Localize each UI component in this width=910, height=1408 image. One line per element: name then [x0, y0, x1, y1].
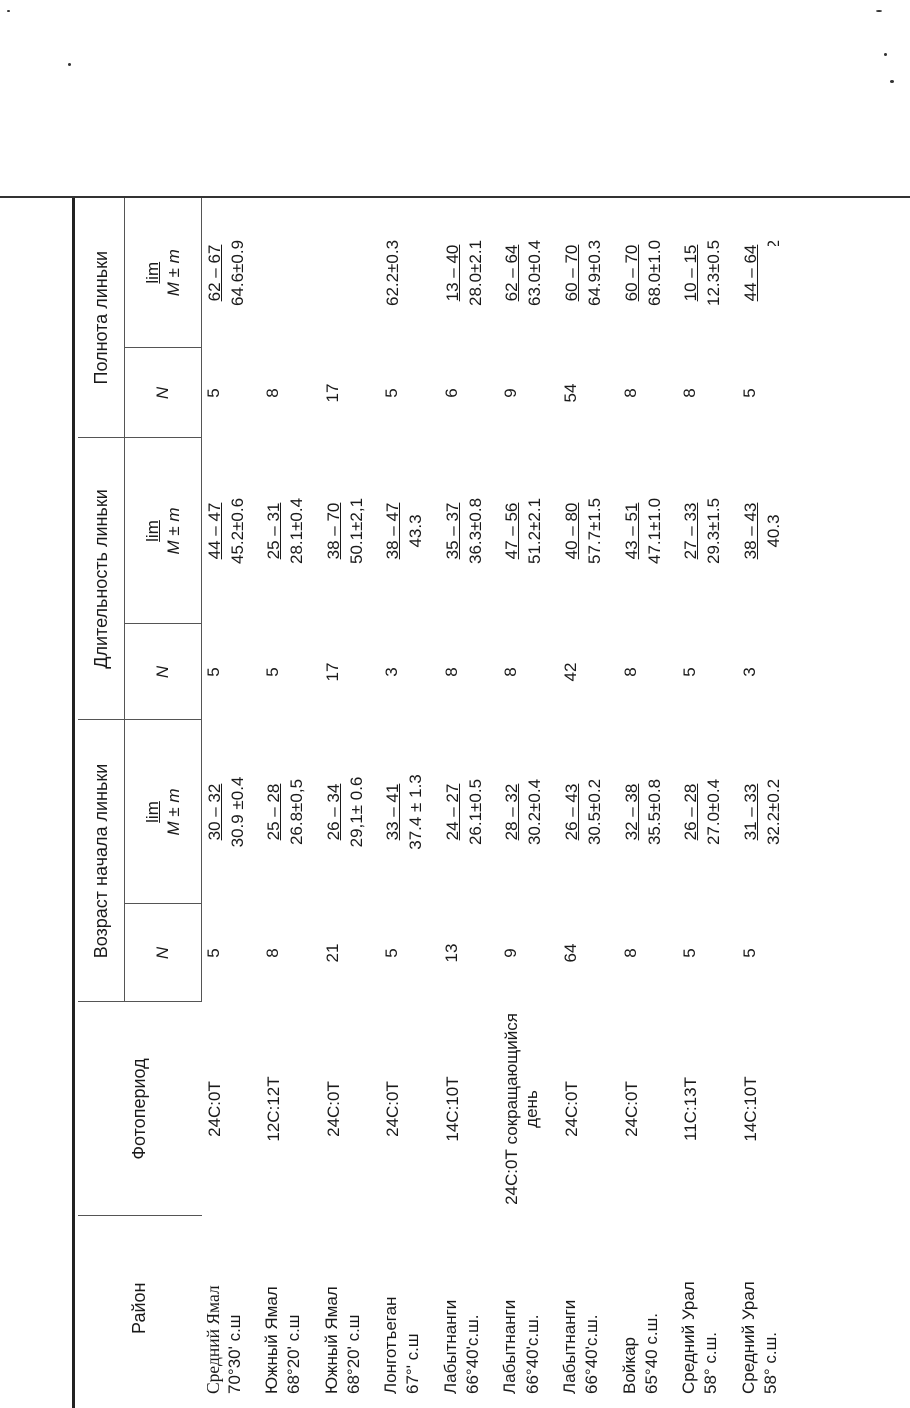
- age-lim: 26 – 43: [562, 783, 582, 841]
- completeness-value-cell: [499, 198, 559, 348]
- header-rayon: Район: [129, 1282, 150, 1334]
- age-value-cell: [678, 720, 738, 904]
- duration-value-cell: [202, 438, 262, 624]
- completeness-lim: 44 – 64: [740, 244, 760, 302]
- age-lim: 28 – 32: [502, 783, 522, 841]
- age-value-cell: [440, 720, 500, 904]
- scan-speck: [68, 63, 71, 66]
- table-row: [678, 198, 738, 1400]
- duration-lim: 35 – 37: [442, 502, 462, 560]
- header-photoperiod: Фотопериод: [78, 1002, 202, 1216]
- header-mm: M ± m: [164, 249, 183, 297]
- age-mean: 37.4 ± 1.3: [406, 774, 426, 850]
- age-n-cell: 9: [501, 948, 521, 958]
- duration-value-cell: [440, 438, 500, 624]
- completeness-n-cell: 9: [501, 388, 521, 398]
- completeness-mean: 28.0±2.1: [465, 239, 485, 307]
- region-latitude: 65°40 с.ш.: [641, 1313, 661, 1394]
- photoperiod-cell: 24С:0Т: [621, 1081, 641, 1137]
- duration-n-cell: 5: [680, 667, 700, 677]
- age-mean: 26.8±0,5: [287, 778, 307, 846]
- completeness-mean: 68.0±1.0: [644, 239, 664, 307]
- header-completeness: Полнота линьки: [78, 198, 125, 438]
- completeness-lim: 62 – 64: [502, 244, 522, 302]
- age-n-cell: 13: [441, 943, 461, 963]
- duration-lim: 38 – 70: [323, 502, 343, 560]
- age-n-cell: 5: [204, 948, 223, 958]
- region-cell: [321, 1216, 381, 1400]
- age-n-cell: 8: [263, 948, 283, 958]
- table-top-rule: [72, 198, 75, 1408]
- age-lim: 24 – 27: [442, 783, 462, 841]
- region-name: Средний Ямал: [202, 1285, 223, 1394]
- duration-n-cell: 8: [620, 667, 640, 677]
- duration-mean: 40.3: [763, 514, 783, 548]
- completeness-lim: 60 – 70: [562, 244, 582, 302]
- duration-mean: 36.3±0.8: [465, 497, 485, 565]
- header-lim-mm: [125, 198, 202, 348]
- scan-speck: [884, 53, 887, 56]
- photoperiod-cell: 14С:10Т: [740, 1076, 760, 1142]
- region-cell: [499, 1216, 559, 1400]
- header-lim-mm: [125, 438, 202, 624]
- header-n: N: [125, 348, 202, 438]
- region-latitude: 68°20' с.ш: [284, 1314, 304, 1394]
- region-latitude: 58° с.ш.: [701, 1331, 721, 1394]
- age-n-cell: 5: [680, 948, 700, 958]
- table-row: [440, 198, 500, 1400]
- header-n: N: [125, 904, 202, 1002]
- age-lim: 33 – 41: [383, 783, 403, 841]
- region-cell: [261, 1216, 321, 1400]
- region-latitude: 66°40'с.ш.: [462, 1314, 482, 1394]
- molt-table: [78, 198, 797, 1400]
- duration-lim: 27 – 33: [681, 502, 701, 560]
- completeness-lim: 13 – 40: [442, 244, 462, 302]
- duration-mean: 50.1±2,1: [346, 497, 366, 565]
- table-row: [619, 198, 679, 1400]
- duration-n-cell: 8: [501, 667, 521, 677]
- age-value-cell: [738, 720, 798, 904]
- completeness-lim: 10 – 15: [681, 244, 701, 302]
- completeness-mean: 64.6±0.9: [227, 239, 247, 307]
- age-mean: 27.0±0.4: [704, 778, 724, 846]
- header-lim: lim: [142, 520, 162, 542]
- duration-n-cell: 42: [561, 662, 581, 682]
- age-value-cell: [202, 720, 262, 904]
- age-value-cell: [380, 720, 440, 904]
- duration-lim: 47 – 56: [502, 502, 522, 560]
- photoperiod-cell: 24С:0Т: [383, 1081, 403, 1137]
- duration-mean: 43.3: [406, 514, 426, 548]
- age-lim: 26 – 28: [681, 783, 701, 841]
- completeness-n-cell: 54: [561, 383, 581, 403]
- table-row: [499, 198, 559, 1400]
- duration-lim: 44 – 47: [205, 502, 224, 560]
- age-value-cell: [559, 720, 619, 904]
- age-lim: 25 – 28: [264, 783, 284, 841]
- table-row: [559, 198, 619, 1400]
- completeness-n-cell: 8: [263, 388, 283, 398]
- completeness-lim: 62 – 67: [205, 244, 224, 302]
- duration-value-cell: [380, 438, 440, 624]
- header-lim: lim: [142, 801, 162, 823]
- age-mean: 35.5±0.8: [644, 778, 664, 846]
- region-cell: [559, 1216, 619, 1400]
- region-name: Войкар: [619, 1336, 639, 1394]
- region-cell: [619, 1216, 679, 1400]
- duration-lim: 38 – 43: [740, 502, 760, 560]
- completeness-value-cell: [678, 198, 738, 348]
- age-n-cell: 5: [739, 948, 759, 958]
- region-latitude: 67°' с.ш: [403, 1333, 423, 1394]
- scan-speck: [890, 80, 894, 83]
- duration-mean: 28.1±0.4: [287, 497, 307, 565]
- age-lim: 31 – 33: [740, 783, 760, 841]
- age-n-cell: 8: [620, 948, 640, 958]
- photoperiod-cell: 11С:13Т: [681, 1077, 701, 1141]
- photoperiod-cell: 14С:10Т: [442, 1076, 462, 1142]
- age-mean: 26.1±0.5: [465, 778, 485, 846]
- region-latitude: 66°40'с.ш.: [522, 1314, 542, 1394]
- age-mean: 29,1± 0.6: [346, 776, 366, 848]
- header-duration: Длительность линьки: [78, 438, 125, 720]
- region-latitude: 68°20' с.ш: [343, 1314, 363, 1394]
- completeness-value-cell: [440, 198, 500, 348]
- age-lim: 30 – 32: [205, 783, 224, 841]
- duration-value-cell: [261, 438, 321, 624]
- completeness-value-cell: [261, 198, 321, 348]
- header-mm: M ± m: [164, 507, 183, 555]
- table-row: [738, 198, 798, 1400]
- region-cell: [738, 1216, 798, 1400]
- region-name: Лабытнанги: [560, 1299, 580, 1394]
- age-value-cell: [499, 720, 559, 904]
- age-mean: 30.5±0.2: [585, 778, 604, 846]
- scan-speck: [7, 10, 10, 12]
- completeness-n-cell: 5: [382, 388, 402, 398]
- duration-mean: 29.3±1.5: [704, 497, 724, 565]
- duration-n-cell: 5: [204, 667, 223, 677]
- completeness-value-cell: [202, 198, 262, 348]
- table-row: [380, 198, 440, 1400]
- table-row: [261, 198, 321, 1400]
- table-row: [321, 198, 381, 1400]
- age-value-cell: [321, 720, 381, 904]
- header-n: N: [125, 624, 202, 720]
- region-cell: [202, 1216, 262, 1400]
- region-name: Средний Урал: [679, 1281, 699, 1394]
- duration-n-cell: 3: [382, 667, 402, 677]
- region-latitude: 58° с.ш.: [760, 1331, 780, 1394]
- scan-speck: [876, 10, 882, 12]
- completeness-value-cell: [321, 198, 381, 348]
- header-lim-mm: [125, 720, 202, 904]
- age-mean: 30.9 ±0.4: [227, 776, 247, 848]
- age-n-cell: 21: [322, 943, 342, 963]
- duration-value-cell: [678, 438, 738, 624]
- region-latitude: 70°30' с.ш: [225, 1314, 245, 1394]
- region-name: Средний Урал: [738, 1281, 758, 1394]
- completeness-n-cell: 5: [204, 388, 223, 398]
- duration-lim: 43 – 51: [621, 502, 641, 560]
- duration-mean: 45.2±0.6: [227, 497, 247, 565]
- photoperiod-cell: 24С:0Т: [204, 1081, 224, 1137]
- duration-mean: 51.2±2.1: [525, 497, 545, 565]
- duration-value-cell: [738, 438, 798, 624]
- duration-mean: 47.1±1.0: [644, 497, 664, 565]
- completeness-lim: 60 – 70: [621, 244, 641, 302]
- completeness-value-cell: [380, 198, 440, 348]
- completeness-value-cell: [619, 198, 679, 348]
- age-value-cell: [261, 720, 321, 904]
- duration-lim: 38 – 47: [383, 502, 403, 560]
- age-lim: 32 – 38: [621, 783, 641, 841]
- region-name: Лонготъеган: [381, 1296, 401, 1394]
- age-lim: 26 – 34: [323, 783, 343, 841]
- completeness-mean: 64.9±0.3: [585, 239, 604, 307]
- header-age-start: Возраст начала линьки: [78, 720, 125, 1002]
- duration-value-cell: [559, 438, 619, 624]
- completeness-n-cell: 5: [739, 388, 759, 398]
- region-name: Лабытнанги: [440, 1299, 460, 1394]
- age-mean: 30.2±0.4: [525, 778, 545, 846]
- table-body: [202, 198, 798, 1400]
- duration-n-cell: 8: [441, 667, 461, 677]
- duration-n-cell: 17: [322, 662, 342, 682]
- region-cell: [440, 1216, 500, 1400]
- duration-value-cell: [499, 438, 559, 624]
- age-n-cell: 5: [382, 948, 402, 958]
- photoperiod-cell: 24С:0Т: [323, 1081, 343, 1137]
- duration-value-cell: [619, 438, 679, 624]
- region-latitude: 66°40'с.ш.: [582, 1314, 602, 1394]
- completeness-n-cell: 17: [322, 383, 342, 403]
- duration-value-cell: [321, 438, 381, 624]
- completeness-mean: 12.3±0.5: [704, 239, 724, 307]
- region-cell: [380, 1216, 440, 1400]
- completeness-value-cell: [559, 198, 619, 348]
- duration-lim: 40 – 80: [562, 502, 582, 560]
- completeness-n-cell: 8: [620, 388, 640, 398]
- completeness-n-cell: 6: [441, 388, 461, 398]
- region-cell: [678, 1216, 738, 1400]
- completeness-mean: 62.2±0.3: [383, 239, 403, 307]
- duration-n-cell: 3: [739, 667, 759, 677]
- region-name: Южный Ямал: [262, 1286, 282, 1394]
- duration-n-cell: 5: [263, 667, 283, 677]
- header-lim: lim: [142, 261, 162, 284]
- duration-mean: 57.7±1.5: [585, 497, 604, 565]
- table-header: [78, 198, 202, 1400]
- table-row: [202, 198, 262, 1400]
- completeness-mean: 63.0±0.4: [525, 239, 545, 307]
- age-mean: 32.2±0.2: [763, 778, 783, 846]
- region-name: Лабытнанги: [500, 1299, 520, 1394]
- photoperiod-cell: 24С:0Т сокращающийся день: [502, 1013, 542, 1205]
- age-value-cell: [619, 720, 679, 904]
- photoperiod-cell: 24С:0Т: [562, 1081, 582, 1137]
- photoperiod-cell: 12С:12Т: [264, 1076, 284, 1142]
- region-name: Южный Ямал: [321, 1286, 341, 1394]
- completeness-n-cell: 8: [680, 388, 700, 398]
- duration-lim: 25 – 31: [264, 502, 284, 560]
- age-n-cell: 64: [561, 943, 581, 963]
- scan-blotch: [760, 246, 910, 368]
- header-mm: M ± m: [164, 788, 183, 836]
